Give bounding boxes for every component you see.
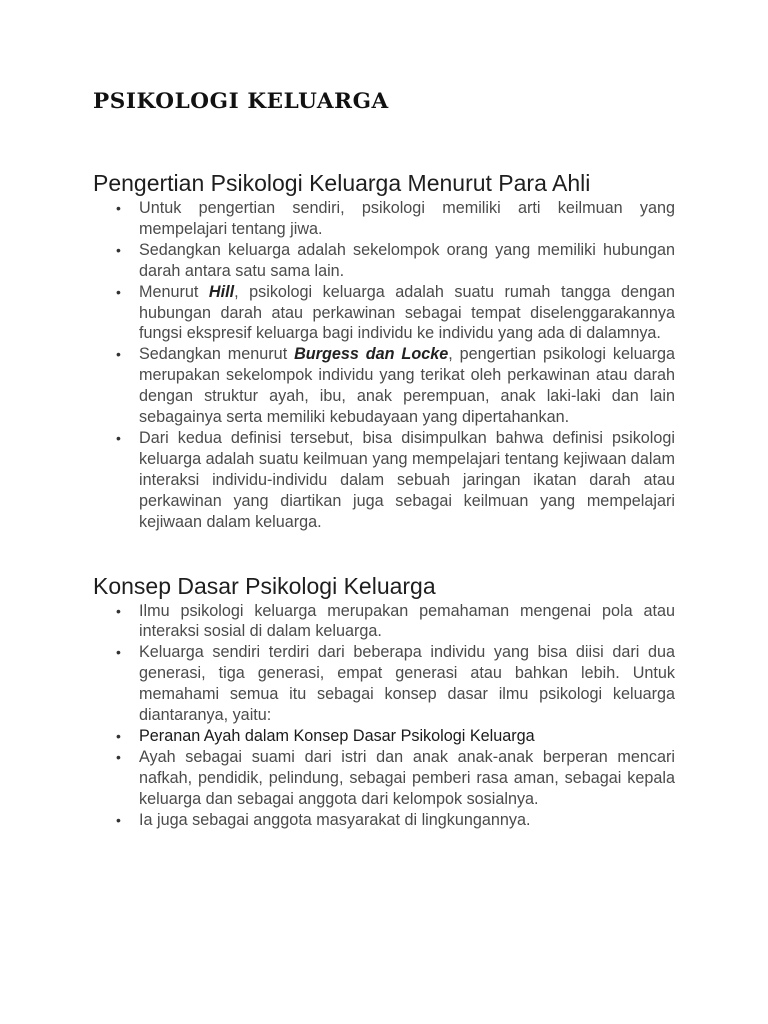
list-item-text: Keluarga sendiri terdiri dari beberapa individu yang bisa diisi dari dua generasi, tiga generasi, empat generasi atau bahkan lebih. Untuk memahami semua itu sebagai konsep dasar ilmu psikologi keluarga diantaranya, yaitu:	[139, 643, 675, 725]
bullet-icon: •	[116, 429, 121, 446]
list-item	[93, 240, 675, 282]
list-item-subheading	[93, 726, 675, 747]
list-item	[93, 810, 675, 831]
list-item-text-suffix: , psikologi keluarga adalah suatu rumah tangga dengan hubungan darah atau perkawinan sebagai tempat diselenggarakannya fungsi ekspresif keluarga bagi individu ke individu yang ada di dalamnya.	[139, 282, 675, 343]
list-item	[93, 198, 675, 240]
expert-name: Hill	[208, 282, 235, 301]
bullet-icon: •	[116, 346, 121, 363]
definition-list	[93, 198, 675, 533]
bullet-icon: •	[116, 727, 121, 744]
list-item-text-prefix: Sedangkan menurut	[139, 345, 295, 364]
bullet-icon: •	[116, 200, 121, 216]
list-item-text: Ayah sebagai suami dari istri dan anak anak-anak berperan mencari nafkah, pendidik, pelindung, sebagai pemberi rasa aman, sebagai kepala keluarga dan sebagai anggota dari kelompok sosialnya.	[139, 747, 675, 808]
concept-list	[93, 601, 675, 747]
bullet-icon: •	[116, 283, 121, 300]
document-title: PSIKOLOGI KELUARGA	[93, 89, 389, 114]
bullet-icon: •	[116, 241, 121, 258]
list-item	[93, 282, 675, 345]
list-item	[93, 428, 675, 533]
list-item-text: Peranan Ayah dalam Konsep Dasar Psikologi Keluarga	[139, 726, 535, 745]
bullet-icon: •	[116, 644, 121, 661]
list-item	[93, 642, 675, 726]
bullet-icon: •	[116, 602, 121, 619]
list-item-text: Dari kedua definisi tersebut, bisa disimpulkan bahwa definisi psikologi keluarga adalah suatu keilmuan yang mempelajari tentang kejiwaan dalam interaksi individu-individu dalam sebuah jaringan ikatan darah atau perkawinan yang diartikan juga sebagai keilmuan yang mempelajari kejiwaan dalam keluarga.	[139, 428, 675, 531]
section-heading-konsep-dasar: Konsep Dasar Psikologi Keluarga	[93, 572, 436, 599]
list-item-text: Sedangkan keluarga adalah sekelompok orang yang memiliki hubungan darah antara satu sama lain.	[139, 240, 675, 280]
bullet-icon: •	[116, 748, 121, 765]
list-item	[93, 344, 675, 428]
expert-name: Burgess dan Locke	[294, 345, 449, 364]
list-item	[93, 601, 675, 643]
list-item-text: Ia juga sebagai anggota masyarakat di lingkungannya.	[139, 810, 531, 829]
list-item-text: Ilmu psikologi keluarga merupakan pemahaman mengenai pola atau interaksi sosial di dalam keluarga.	[139, 601, 675, 641]
list-item	[93, 747, 675, 810]
list-item-text: Untuk pengertian sendiri, psikologi memiliki arti keilmuan yang mempelajari tentang jiwa.	[139, 199, 675, 238]
father-role-list	[93, 747, 675, 831]
list-item-text-prefix: Menurut	[139, 282, 209, 301]
list-item-text-suffix: , pengertian psikologi keluarga merupakan sekelompok individu yang terikat oleh perkawinan atau darah dengan struktur ayah, ibu, anak perempuan, anak laki-laki dan lain sebagainya serta memiliki kebudayaan yang dipertahankan.	[139, 345, 676, 427]
section-heading-pengertian: Pengertian Psikologi Keluarga Menurut Para Ahli	[93, 170, 591, 196]
document-page	[93, 86, 675, 830]
bullet-icon: •	[116, 811, 121, 828]
